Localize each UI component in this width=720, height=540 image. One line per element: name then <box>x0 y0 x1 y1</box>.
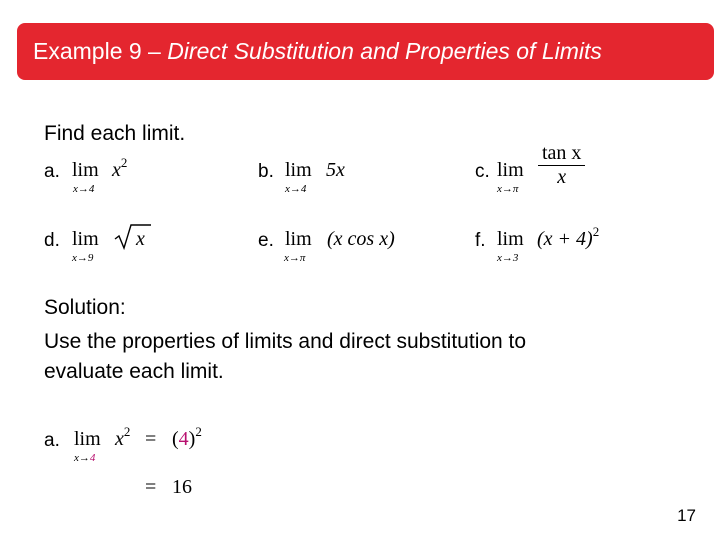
worked-a-subscript: x→4 <box>74 452 96 464</box>
solution-line-1: Use the properties of limits and direct substitution to <box>44 330 527 353</box>
sqrt-symbol-icon <box>113 222 153 252</box>
problem-a-label: a. <box>44 161 60 182</box>
problem-d-label: d. <box>44 230 60 251</box>
problem-d-lim: lim <box>72 228 99 250</box>
problem-b-lim: lim <box>285 159 312 181</box>
title-banner <box>17 23 714 80</box>
problem-c-denominator: x <box>557 166 567 188</box>
problem-d-radicand: x <box>136 228 145 250</box>
problem-e-expression: (x cos x) <box>327 228 395 250</box>
problem-d-subscript: x→9 <box>72 252 94 264</box>
worked-a-result: 16 <box>172 476 192 498</box>
problem-c-fraction <box>538 142 585 189</box>
problem-f-expression: $(x + 4)^2$ <box>537 224 600 250</box>
problem-c-numerator: tan x <box>538 142 585 166</box>
problem-c-label: c. <box>475 161 490 182</box>
problem-f-lim: lim <box>497 228 524 250</box>
problem-e-subscript: x→π <box>284 252 306 264</box>
intro-text: Find each limit. <box>44 122 186 145</box>
problem-a-lim: lim <box>72 159 99 181</box>
page-number: 17 <box>677 506 696 525</box>
problem-a-subscript: x→4 <box>73 183 95 195</box>
problem-f-subscript: x→3 <box>497 252 519 264</box>
problem-b-subscript: x→4 <box>285 183 307 195</box>
worked-a-result-equals: = <box>145 476 157 498</box>
solution-heading: Solution: <box>44 296 126 319</box>
problem-e-lim: lim <box>285 228 312 250</box>
slide-title <box>33 38 602 65</box>
worked-a-label: a. <box>44 430 60 451</box>
worked-a-lhs: $x^2$ <box>115 424 131 450</box>
problem-c-lim: lim <box>497 159 524 181</box>
problem-c-subscript: x→π <box>497 183 519 195</box>
problem-a-expression: $x^2$ <box>112 155 128 181</box>
solution-line-2: evaluate each limit. <box>44 360 224 383</box>
title-main: Direct Substitution and Properties of Limits <box>167 38 602 64</box>
problem-b-label: b. <box>258 161 274 182</box>
problem-e-label: e. <box>258 230 274 251</box>
title-prefix: Example 9 – <box>33 38 161 64</box>
worked-a-lim: lim <box>74 428 101 450</box>
worked-a-rhs: $(4)^2$ <box>172 424 202 450</box>
problem-f-label: f. <box>475 230 486 251</box>
worked-a-equals: = <box>145 428 157 450</box>
problem-b-expression: 5x <box>326 159 345 181</box>
